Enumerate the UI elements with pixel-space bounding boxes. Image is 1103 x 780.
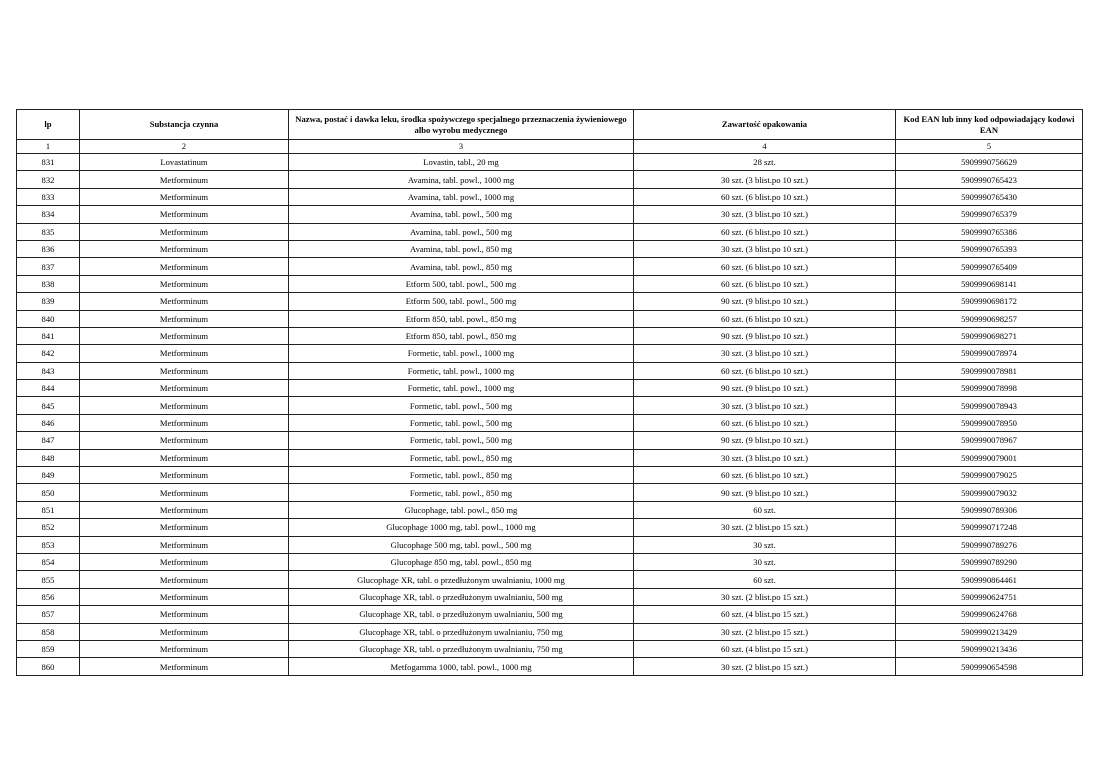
table-row [17,397,1083,414]
cell-product-name: Glucophage XR, tabl. o przedłużonym uwalnianiu, 750 mg [289,640,634,657]
cell-product-name: Formetic, tabl. powl., 500 mg [289,432,634,449]
header-lp: lp [17,110,80,140]
cell-product-name: Glucophage 500 mg, tabl. powl., 500 mg [289,536,634,553]
cell-product-name: Avamina, tabl. powl., 850 mg [289,240,634,257]
cell-package-contents: 30 szt. (3 blist.po 10 szt.) [634,206,896,223]
cell-lp: 855 [17,571,80,588]
cell-package-contents: 60 szt. (4 blist.po 15 szt.) [634,640,896,657]
cell-lp: 840 [17,310,80,327]
header-product-name: Nazwa, postać i dawka leku, środka spożywczego specjalnego przeznaczenia żywieniowego albo wyrobu medycznego [289,110,634,140]
header-active-substance: Substancja czynna [80,110,289,140]
table-row [17,327,1083,344]
cell-product-name: Glucophage 1000 mg, tabl. powl., 1000 mg [289,519,634,536]
table-row [17,345,1083,362]
cell-active-substance: Metforminum [80,623,289,640]
column-number: 4 [634,140,896,154]
cell-package-contents: 60 szt. (6 blist.po 10 szt.) [634,223,896,240]
cell-lp: 852 [17,519,80,536]
table-row [17,171,1083,188]
table-row [17,362,1083,379]
cell-product-name: Formetic, tabl. powl., 850 mg [289,467,634,484]
cell-package-contents: 30 szt. (3 blist.po 10 szt.) [634,240,896,257]
cell-package-contents: 30 szt. [634,536,896,553]
cell-ean-code: 5909990654598 [896,658,1083,675]
cell-product-name: Etform 850, tabl. powl., 850 mg [289,327,634,344]
table-row [17,275,1083,292]
cell-active-substance: Metforminum [80,640,289,657]
cell-lp: 843 [17,362,80,379]
table-row [17,188,1083,205]
table-row [17,449,1083,466]
cell-lp: 850 [17,484,80,501]
table-row [17,414,1083,431]
cell-ean-code: 5909990624751 [896,588,1083,605]
cell-ean-code: 5909990213429 [896,623,1083,640]
cell-active-substance: Metforminum [80,571,289,588]
cell-lp: 842 [17,345,80,362]
cell-active-substance: Metforminum [80,606,289,623]
cell-ean-code: 5909990078967 [896,432,1083,449]
table-row [17,536,1083,553]
cell-ean-code: 5909990698141 [896,275,1083,292]
cell-package-contents: 30 szt. (3 blist.po 10 szt.) [634,397,896,414]
table-header-row [17,110,1083,140]
cell-product-name: Formetic, tabl. powl., 1000 mg [289,362,634,379]
cell-lp: 836 [17,240,80,257]
cell-ean-code: 5909990789276 [896,536,1083,553]
cell-lp: 849 [17,467,80,484]
table-row [17,432,1083,449]
cell-ean-code: 5909990079001 [896,449,1083,466]
cell-product-name: Formetic, tabl. powl., 850 mg [289,449,634,466]
cell-package-contents: 60 szt. (6 blist.po 10 szt.) [634,275,896,292]
cell-lp: 846 [17,414,80,431]
cell-product-name: Etform 500, tabl. powl., 500 mg [289,293,634,310]
cell-product-name: Formetic, tabl. powl., 850 mg [289,484,634,501]
cell-package-contents: 30 szt. (2 blist.po 15 szt.) [634,623,896,640]
cell-active-substance: Metforminum [80,275,289,292]
table-row [17,501,1083,518]
cell-ean-code: 5909990698271 [896,327,1083,344]
cell-active-substance: Metforminum [80,501,289,518]
column-number: 5 [896,140,1083,154]
cell-active-substance: Metforminum [80,310,289,327]
table-row [17,571,1083,588]
cell-package-contents: 60 szt. (6 blist.po 10 szt.) [634,414,896,431]
cell-ean-code: 5909990765430 [896,188,1083,205]
cell-product-name: Formetic, tabl. powl., 500 mg [289,414,634,431]
cell-product-name: Glucophage XR, tabl. o przedłużonym uwalnianiu, 1000 mg [289,571,634,588]
cell-package-contents: 30 szt. (3 blist.po 10 szt.) [634,449,896,466]
cell-active-substance: Metforminum [80,449,289,466]
cell-ean-code: 5909990756629 [896,154,1083,171]
cell-lp: 837 [17,258,80,275]
cell-lp: 854 [17,553,80,570]
cell-package-contents: 30 szt. (3 blist.po 10 szt.) [634,171,896,188]
cell-ean-code: 5909990078943 [896,397,1083,414]
cell-product-name: Formetic, tabl. powl., 500 mg [289,397,634,414]
cell-product-name: Glucophage 850 mg, tabl. powl., 850 mg [289,553,634,570]
cell-product-name: Avamina, tabl. powl., 1000 mg [289,171,634,188]
cell-active-substance: Metforminum [80,327,289,344]
cell-lp: 838 [17,275,80,292]
column-number: 1 [17,140,80,154]
cell-package-contents: 90 szt. (9 blist.po 10 szt.) [634,380,896,397]
table-row [17,553,1083,570]
cell-active-substance: Metforminum [80,380,289,397]
cell-package-contents: 60 szt. (6 blist.po 10 szt.) [634,188,896,205]
cell-package-contents: 30 szt. (2 blist.po 15 szt.) [634,519,896,536]
table-body [17,154,1083,676]
cell-package-contents: 60 szt. (6 blist.po 10 szt.) [634,258,896,275]
cell-package-contents: 60 szt. (4 blist.po 15 szt.) [634,606,896,623]
cell-ean-code: 5909990765409 [896,258,1083,275]
cell-product-name: Lovastin, tabl., 20 mg [289,154,634,171]
cell-active-substance: Lovastatinum [80,154,289,171]
cell-product-name: Avamina, tabl. powl., 1000 mg [289,188,634,205]
cell-ean-code: 5909990078974 [896,345,1083,362]
cell-lp: 857 [17,606,80,623]
table-row [17,380,1083,397]
table-row [17,606,1083,623]
cell-active-substance: Metforminum [80,171,289,188]
cell-ean-code: 5909990765386 [896,223,1083,240]
cell-product-name: Etform 850, tabl. powl., 850 mg [289,310,634,327]
cell-ean-code: 5909990079032 [896,484,1083,501]
cell-package-contents: 90 szt. (9 blist.po 10 szt.) [634,432,896,449]
table-row [17,467,1083,484]
column-number: 2 [80,140,289,154]
cell-active-substance: Metforminum [80,293,289,310]
cell-package-contents: 90 szt. (9 blist.po 10 szt.) [634,484,896,501]
header-ean-code: Kod EAN lub inny kod odpowiadający kodowi EAN [896,110,1083,140]
table-row [17,658,1083,675]
cell-active-substance: Metforminum [80,484,289,501]
cell-product-name: Avamina, tabl. powl., 850 mg [289,258,634,275]
table-row [17,154,1083,171]
cell-package-contents: 28 szt. [634,154,896,171]
table-row [17,519,1083,536]
cell-active-substance: Metforminum [80,536,289,553]
cell-active-substance: Metforminum [80,223,289,240]
cell-package-contents: 30 szt. (3 blist.po 10 szt.) [634,345,896,362]
cell-ean-code: 5909990765423 [896,171,1083,188]
header-package-contents: Zawartość opakowania [634,110,896,140]
cell-ean-code: 5909990624768 [896,606,1083,623]
cell-lp: 841 [17,327,80,344]
cell-active-substance: Metforminum [80,362,289,379]
cell-lp: 851 [17,501,80,518]
cell-ean-code: 5909990789290 [896,553,1083,570]
cell-lp: 833 [17,188,80,205]
table-row [17,293,1083,310]
cell-active-substance: Metforminum [80,414,289,431]
cell-package-contents: 30 szt. (2 blist.po 15 szt.) [634,588,896,605]
cell-active-substance: Metforminum [80,432,289,449]
cell-ean-code: 5909990765379 [896,206,1083,223]
cell-package-contents: 60 szt. [634,571,896,588]
table-row [17,223,1083,240]
cell-product-name: Avamina, tabl. powl., 500 mg [289,206,634,223]
cell-lp: 832 [17,171,80,188]
cell-active-substance: Metforminum [80,258,289,275]
cell-ean-code: 5909990789306 [896,501,1083,518]
cell-product-name: Formetic, tabl. powl., 1000 mg [289,380,634,397]
cell-active-substance: Metforminum [80,206,289,223]
cell-active-substance: Metforminum [80,345,289,362]
cell-package-contents: 60 szt. (6 blist.po 10 szt.) [634,362,896,379]
cell-product-name: Glucophage, tabl. powl., 850 mg [289,501,634,518]
cell-product-name: Etform 500, tabl. powl., 500 mg [289,275,634,292]
cell-package-contents: 60 szt. [634,501,896,518]
reimbursed-drugs-table [16,109,1083,676]
table-row [17,640,1083,657]
cell-product-name: Metfogamma 1000, tabl. powl., 1000 mg [289,658,634,675]
cell-ean-code: 5909990864461 [896,571,1083,588]
cell-lp: 858 [17,623,80,640]
cell-ean-code: 5909990078998 [896,380,1083,397]
table-row [17,258,1083,275]
cell-lp: 848 [17,449,80,466]
cell-active-substance: Metforminum [80,397,289,414]
table-row [17,310,1083,327]
table-row [17,206,1083,223]
cell-active-substance: Metforminum [80,588,289,605]
cell-active-substance: Metforminum [80,658,289,675]
cell-package-contents: 90 szt. (9 blist.po 10 szt.) [634,327,896,344]
table-row [17,240,1083,257]
cell-active-substance: Metforminum [80,519,289,536]
cell-active-substance: Metforminum [80,467,289,484]
cell-ean-code: 5909990078950 [896,414,1083,431]
cell-active-substance: Metforminum [80,553,289,570]
cell-lp: 839 [17,293,80,310]
table-row [17,484,1083,501]
table-row [17,588,1083,605]
cell-product-name: Formetic, tabl. powl., 1000 mg [289,345,634,362]
cell-lp: 847 [17,432,80,449]
cell-product-name: Avamina, tabl. powl., 500 mg [289,223,634,240]
cell-lp: 844 [17,380,80,397]
cell-active-substance: Metforminum [80,240,289,257]
cell-ean-code: 5909990765393 [896,240,1083,257]
cell-lp: 831 [17,154,80,171]
cell-ean-code: 5909990079025 [896,467,1083,484]
cell-lp: 860 [17,658,80,675]
cell-product-name: Glucophage XR, tabl. o przedłużonym uwalnianiu, 500 mg [289,606,634,623]
cell-package-contents: 90 szt. (9 blist.po 10 szt.) [634,293,896,310]
cell-product-name: Glucophage XR, tabl. o przedłużonym uwalnianiu, 750 mg [289,623,634,640]
cell-package-contents: 30 szt. (2 blist.po 15 szt.) [634,658,896,675]
cell-ean-code: 5909990698172 [896,293,1083,310]
cell-ean-code: 5909990698257 [896,310,1083,327]
cell-active-substance: Metforminum [80,188,289,205]
cell-lp: 834 [17,206,80,223]
column-number: 3 [289,140,634,154]
cell-lp: 853 [17,536,80,553]
cell-ean-code: 5909990078981 [896,362,1083,379]
cell-package-contents: 30 szt. [634,553,896,570]
table-row [17,623,1083,640]
column-number-row [17,140,1083,154]
cell-lp: 856 [17,588,80,605]
cell-product-name: Glucophage XR, tabl. o przedłużonym uwalnianiu, 500 mg [289,588,634,605]
cell-lp: 835 [17,223,80,240]
cell-ean-code: 5909990717248 [896,519,1083,536]
cell-lp: 859 [17,640,80,657]
cell-package-contents: 60 szt. (6 blist.po 10 szt.) [634,310,896,327]
cell-lp: 845 [17,397,80,414]
cell-ean-code: 5909990213436 [896,640,1083,657]
cell-package-contents: 60 szt. (6 blist.po 10 szt.) [634,467,896,484]
